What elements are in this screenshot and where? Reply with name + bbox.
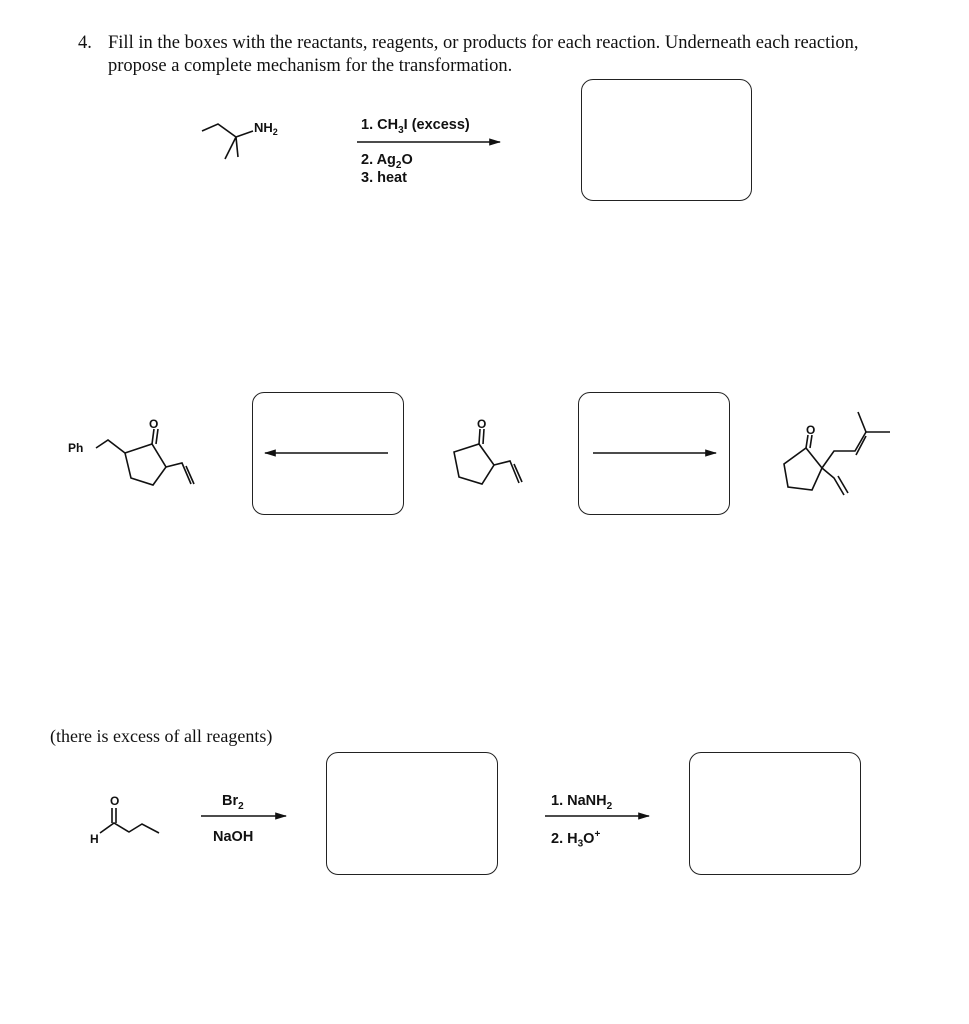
reaction3-reagent-b-bottom: 2. $H_3O^+$	[551, 829, 601, 850]
question-text-line2: propose a complete mechanism for the transformation.	[108, 56, 513, 76]
nh2-label: $NH_2$	[254, 120, 278, 137]
reaction1-reactant-structure	[202, 124, 253, 159]
carbonyl-o-middle: O	[477, 417, 487, 431]
reaction3-reagent-a-top: $Br_2$	[222, 793, 244, 812]
aldehyde-o-label: O	[110, 794, 120, 808]
carbonyl-o-right: O	[806, 423, 816, 437]
ph-label: Ph	[68, 441, 84, 455]
reaction2-right-structure	[784, 412, 890, 495]
reaction2-left-structure	[96, 429, 194, 485]
excess-reagents-note: (there is excess of all reagents)	[50, 726, 273, 746]
reaction1-reagent-1: 1. $CH_3I$ (excess)	[361, 117, 470, 136]
reaction2-middle-structure	[454, 429, 522, 484]
reaction3-reagent-b-top: 1. NaNH$_2$	[551, 793, 613, 812]
aldehyde-h-label: H	[90, 832, 99, 846]
question-text-line1: Fill in the boxes with the reactants, reagents, or products for each reaction. Underneath each reaction,	[108, 33, 859, 53]
question-number: 4.	[78, 33, 92, 53]
reaction1-reagent-3: 3. heat	[361, 170, 407, 186]
reaction3-reagent-a-bottom: NaOH	[213, 829, 254, 845]
reaction1-reagent-2: 2. $Ag_2O$	[361, 152, 413, 171]
reaction3-reactant-structure	[100, 808, 159, 833]
carbonyl-o-left: O	[149, 417, 159, 431]
